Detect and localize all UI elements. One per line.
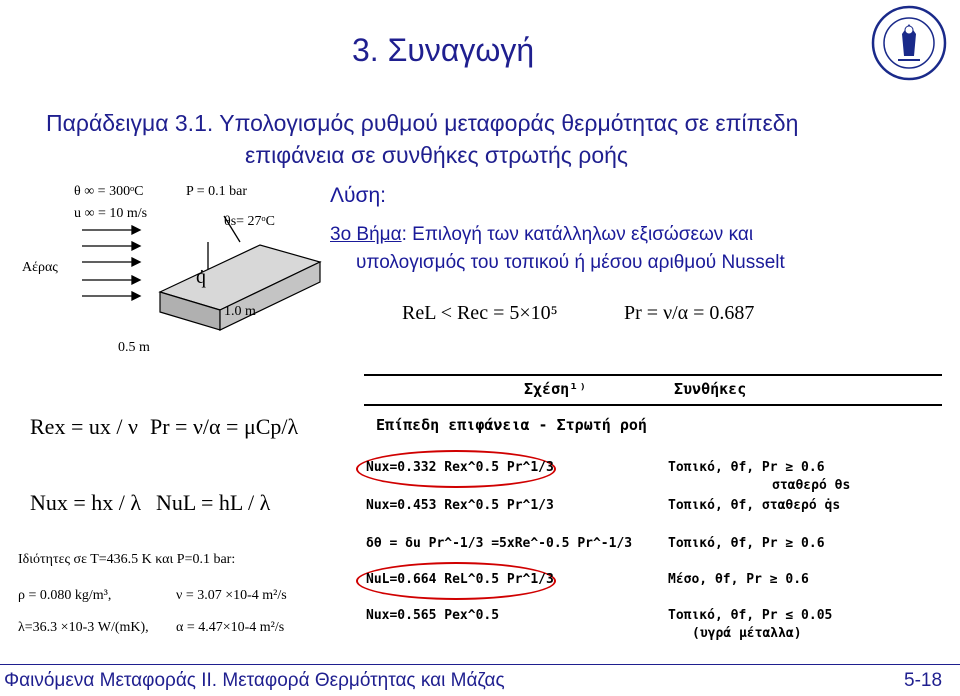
solution-heading: Λύση: <box>330 184 386 207</box>
nusselt-mean-formula: NuL = hL / λ <box>156 490 271 515</box>
width-label: 0.5 m <box>118 340 150 355</box>
table-row-relation: Nux=0.565 Pex^0.5 <box>366 608 500 623</box>
viscosity-value: ν = 3.07 ×10-4 m²/s <box>176 588 287 603</box>
university-logo <box>870 4 948 82</box>
prandtl-value: Pr = ν/α = 0.687 <box>624 302 755 324</box>
table-row-conditions: Τοπικό, θf, Pr ≥ 0.6 <box>668 460 825 475</box>
plate-drawing <box>20 180 330 370</box>
reynolds-condition: ReL < Rec = 5×10⁵ <box>402 302 558 324</box>
table-row-conditions-extra: (υγρά μέταλλα) <box>692 626 802 641</box>
table-row-relation: NuL=0.664 ReL^0.5 Pr^1/3 <box>366 572 554 587</box>
table-row-relation: δθ = δu Pr^-1/3 =5xRe^-0.5 Pr^-1/3 <box>366 536 633 551</box>
plate-figure <box>20 180 330 370</box>
table-row-conditions: Τοπικό, θf, σταθερό q̇s <box>668 498 841 513</box>
table-row-conditions: Μέσο, θf, Pr ≥ 0.6 <box>668 572 809 587</box>
density-value: ρ = 0.080 kg/m³, <box>18 588 112 603</box>
properties-title: Ιδιότητες σε Τ=436.5 K και P=0.1 bar: <box>18 552 236 567</box>
theta-s-label: θs= 27ᵒC <box>224 214 275 229</box>
table-row-conditions-extra: σταθερό θs <box>772 478 851 493</box>
table-section-title: Επίπεδη επιφάνεια - Στρωτή ροή <box>376 416 647 434</box>
table-row-conditions: Τοπικό, θf, Pr ≤ 0.05 <box>668 608 833 623</box>
step-line1 <box>330 224 753 246</box>
correlation-table <box>364 374 944 644</box>
nusselt-local-formula: Nux = hx / λ <box>30 490 142 515</box>
relation-column-header: Σχέση¹⁾ <box>524 380 588 398</box>
example-title-line1: Παράδειγμα 3.1. Υπολογισμός ρυθμού μεταφοράς θερμότητας σε επίπεδη <box>46 110 799 136</box>
slide-title: 3. Συναγωγή <box>352 32 535 68</box>
conductivity-value: λ=36.3 ×10-3 W/(mK), <box>18 620 149 635</box>
theta-inf-label: θ ∞ = 300ᵒC <box>74 184 144 199</box>
reynolds-formula: Rex = ux / ν <box>30 414 138 439</box>
table-row-relation: Nux=0.453 Rex^0.5 Pr^1/3 <box>366 498 554 513</box>
step-text: : Επιλογή των κατάλληλων εξισώσεων και <box>401 224 754 245</box>
u-inf-label: u ∞ = 10 m/s <box>74 206 148 221</box>
length-label: 1.0 m <box>224 304 256 319</box>
footer-divider <box>0 664 960 665</box>
conditions-column-header: Συνθήκες <box>674 380 747 398</box>
air-label: Αέρας <box>22 260 58 275</box>
step-label: 3ο Βήμα <box>330 224 402 245</box>
page-number: 5-18 <box>904 670 943 691</box>
step-line2: υπολογισμός του τοπικού ή μέσου αριθμού Nusselt <box>356 252 785 273</box>
table-row-conditions: Τοπικό, θf, Pr ≥ 0.6 <box>668 536 825 551</box>
diffusivity-value: α = 4.47×10-4 m²/s <box>176 620 285 635</box>
heat-flux-label: q̇ <box>196 266 206 288</box>
table-row-relation: Nux=0.332 Rex^0.5 Pr^1/3 <box>366 460 554 475</box>
prandtl-formula: Pr = ν/α = μCp/λ <box>150 414 299 439</box>
example-title-line2: επιφάνεια σε συνθήκες στρωτής ροής <box>245 142 629 168</box>
footer-course-title: Φαινόμενα Μεταφοράς ΙΙ. Μεταφορά Θερμότητας και Μάζας <box>4 670 505 691</box>
pressure-label: P = 0.1 bar <box>186 184 248 199</box>
